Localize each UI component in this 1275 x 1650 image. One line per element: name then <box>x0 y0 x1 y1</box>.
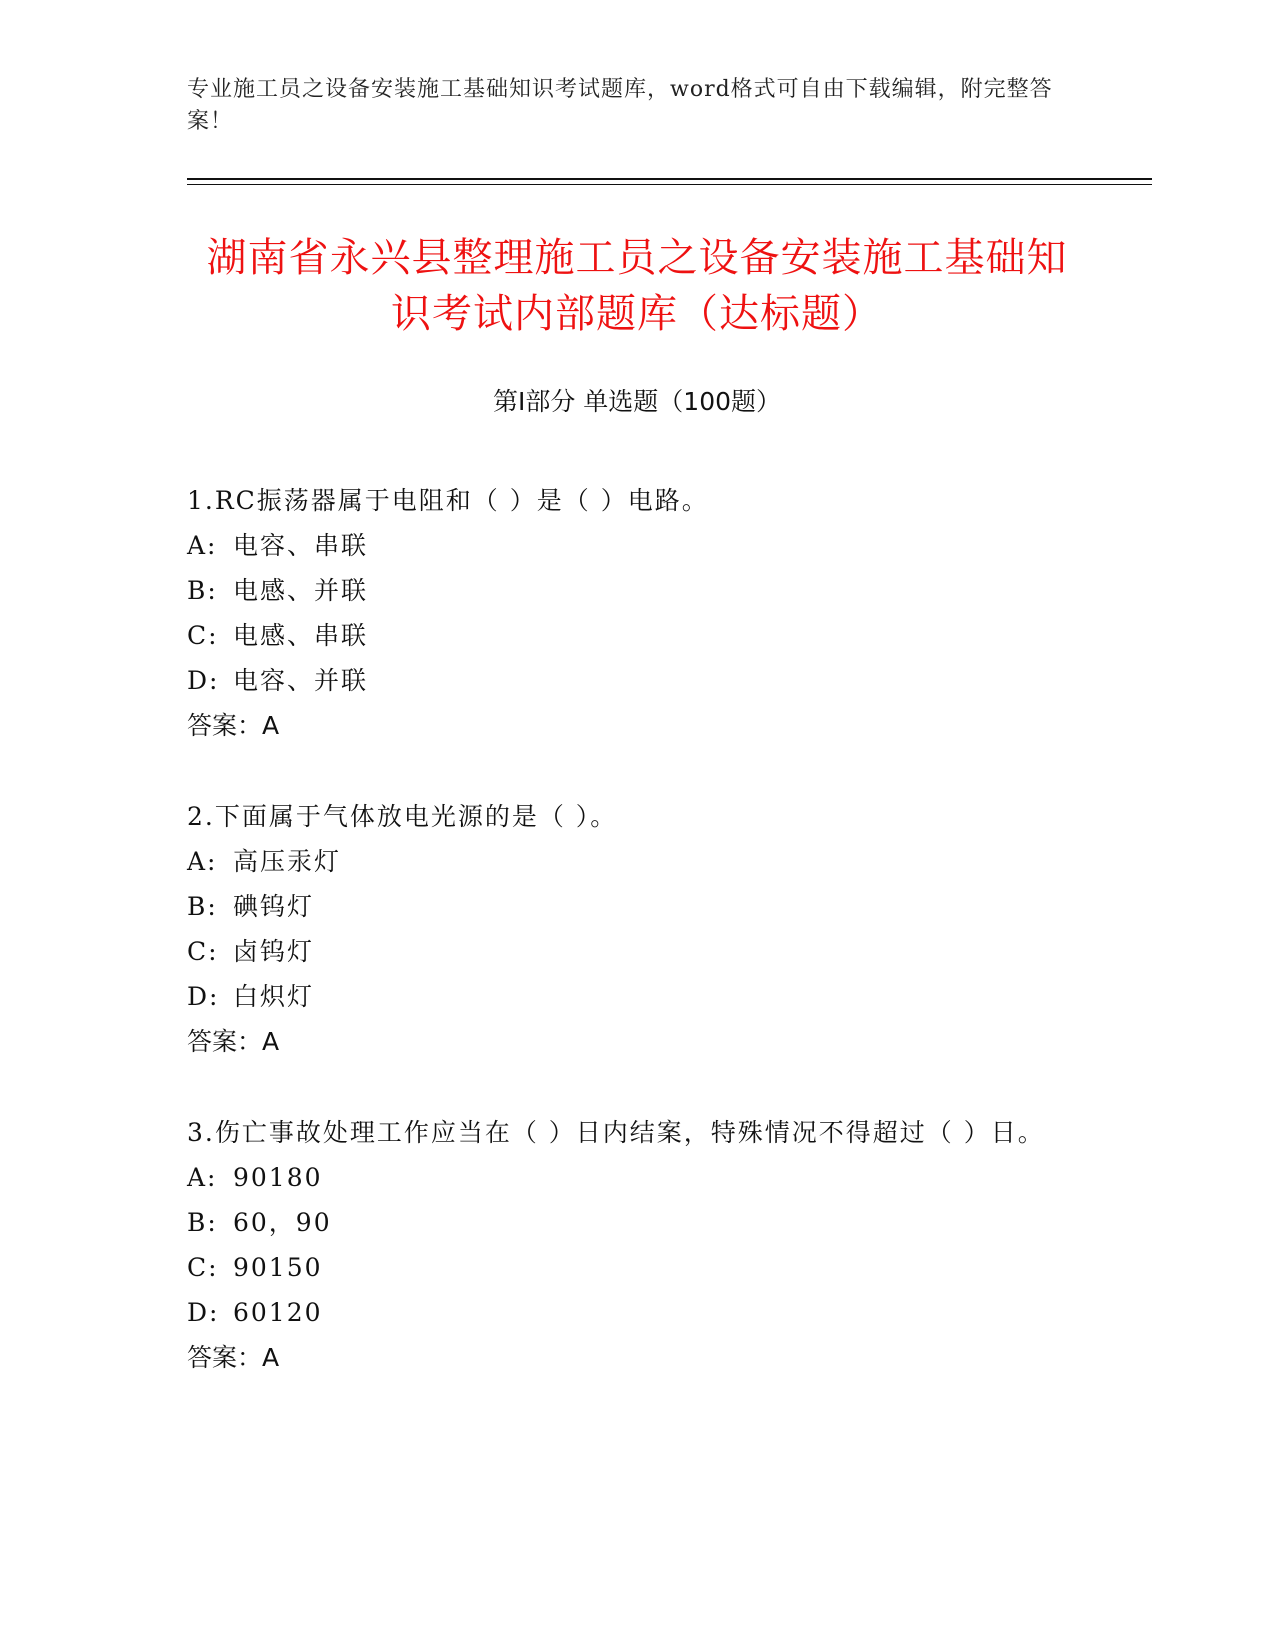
option-text: 高压汞灯 <box>233 847 342 876</box>
option-key: A: <box>187 531 218 560</box>
question-1 <box>187 478 1067 748</box>
option-text: 60，90 <box>233 1208 332 1237</box>
option-text: 卤钨灯 <box>233 937 315 966</box>
option-text: 碘钨灯 <box>233 892 315 921</box>
option-key: C: <box>187 937 219 966</box>
option-key: C: <box>187 1253 219 1282</box>
option-key: B: <box>187 1208 218 1237</box>
option-a <box>187 839 1067 884</box>
option-key: D: <box>187 666 220 695</box>
option-text: 白炽灯 <box>233 982 315 1011</box>
option-c <box>187 613 1067 658</box>
question-stem: 1.RC振荡器属于电阻和（ ）是（ ）电路。 <box>187 486 709 515</box>
question-2 <box>187 794 1067 1064</box>
option-a <box>187 523 1067 568</box>
option-text: 电容、串联 <box>233 531 369 560</box>
option-text: 90150 <box>233 1253 323 1282</box>
option-d <box>187 974 1067 1019</box>
option-key: A: <box>187 1163 218 1192</box>
option-b <box>187 568 1067 613</box>
answer-line: 答案：A <box>187 711 280 740</box>
header-divider-thin <box>187 184 1152 185</box>
option-text: 电感、并联 <box>233 576 369 605</box>
option-d <box>187 658 1067 703</box>
question-stem: 2.下面属于气体放电光源的是（ ）。 <box>187 802 618 831</box>
option-a <box>187 1155 1067 1200</box>
question-stem: 3.伤亡事故处理工作应当在（ ）日内结案，特殊情况不得超过（ ）日。 <box>187 1118 1045 1147</box>
option-d <box>187 1290 1067 1335</box>
question-3 <box>187 1110 1067 1380</box>
answer-line: 答案：A <box>187 1027 280 1056</box>
section-title: 第Ⅰ部分 单选题（100题） <box>492 387 782 416</box>
option-text: 电容、并联 <box>233 666 369 695</box>
option-text: 60120 <box>233 1298 323 1327</box>
option-c <box>187 1245 1067 1290</box>
option-text: 90180 <box>233 1163 323 1192</box>
header-divider-thick <box>187 178 1152 180</box>
option-key: D: <box>187 1298 220 1327</box>
option-key: B: <box>187 576 218 605</box>
question-list <box>187 478 1067 1426</box>
option-key: B: <box>187 892 218 921</box>
option-key: D: <box>187 982 220 1011</box>
answer-line: 答案：A <box>187 1343 280 1372</box>
header-note: 专业施工员之设备安装施工基础知识考试题库，word格式可自由下载编辑，附完整答案！ <box>187 77 1053 134</box>
option-b <box>187 884 1067 929</box>
option-key: C: <box>187 621 219 650</box>
option-b <box>187 1200 1067 1245</box>
option-text: 电感、串联 <box>233 621 369 650</box>
option-c <box>187 929 1067 974</box>
option-key: A: <box>187 847 218 876</box>
document-title: 湖南省永兴县整理施工员之设备安装施工基础知识考试内部题库（达标题） <box>206 235 1068 337</box>
